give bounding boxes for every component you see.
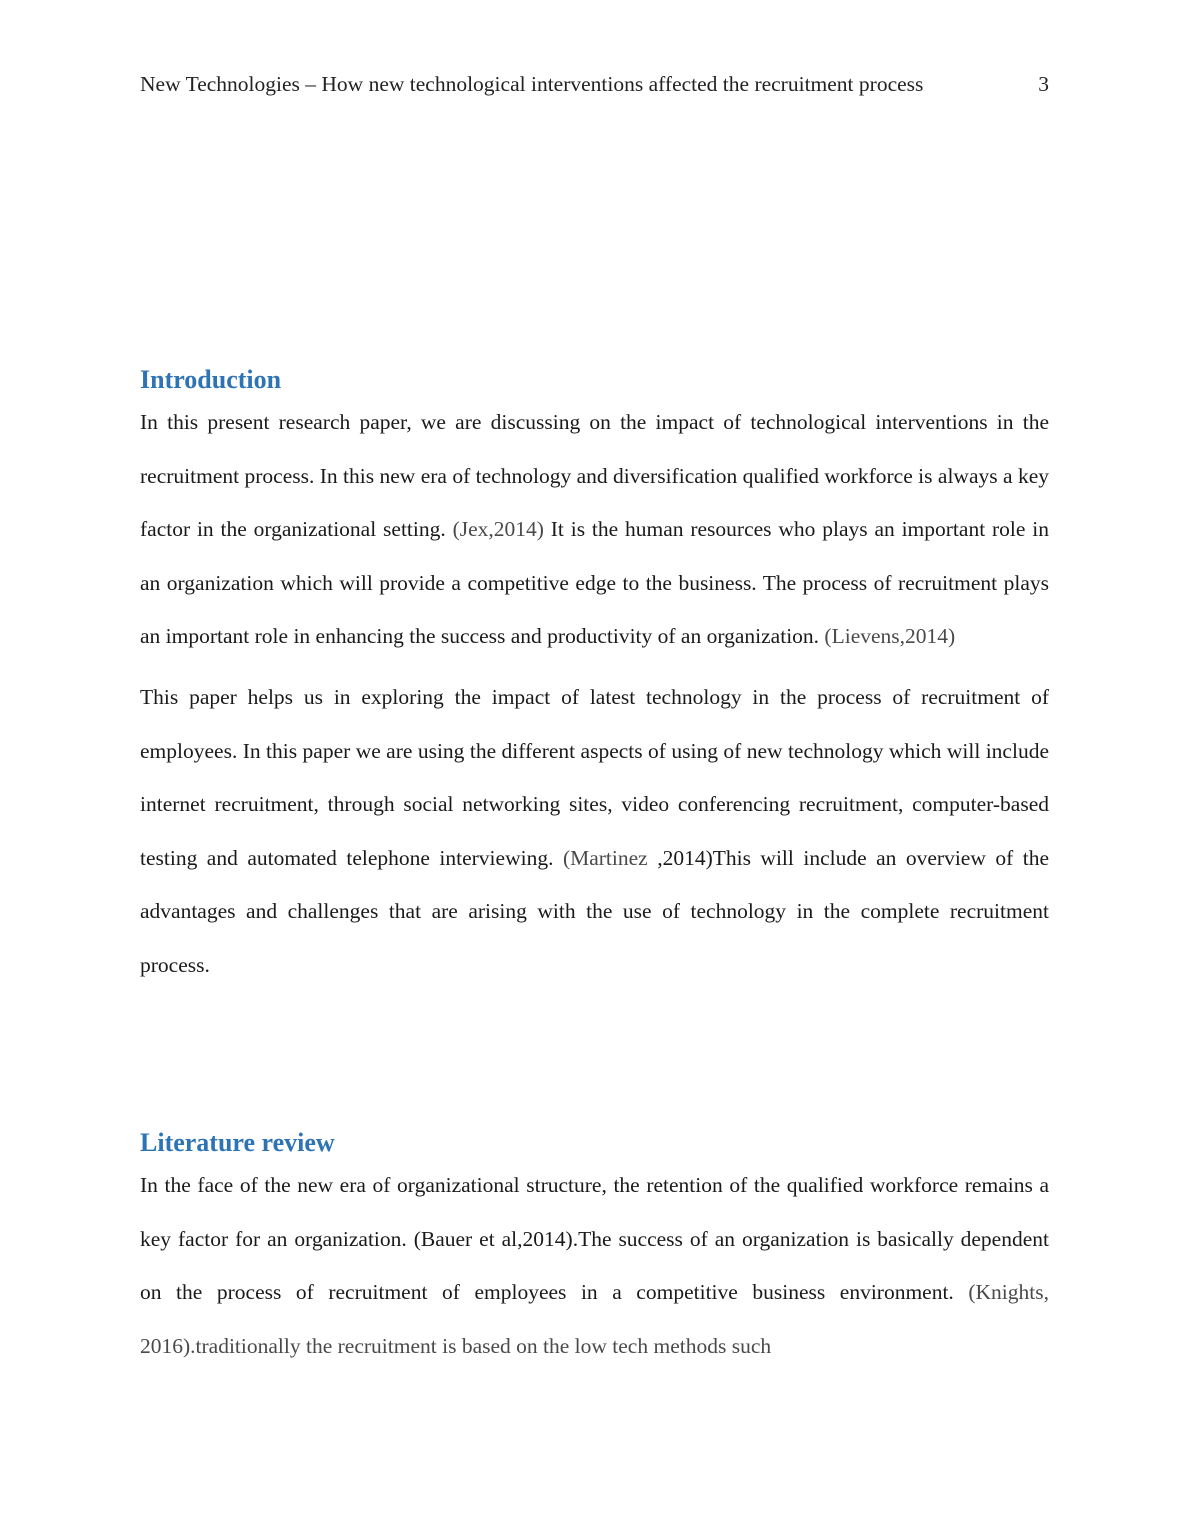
citation: (Knights, 2016).traditionally the recruitment is based on the low tech methods such xyxy=(140,1280,1049,1358)
paragraph-text: This paper helps us in exploring the impact of latest technology in the process of recruitment of employees. In this paper we are using the different aspects of using of new technology which will include internet recruitment, through social networking sites, video conferencing recruitment, computer-based testing and automated telephone interviewing. xyxy=(140,684,1049,870)
citation: (Lievens,2014) xyxy=(824,624,956,649)
literature-review-paragraph-1 xyxy=(140,1159,1049,1373)
running-title: New Technologies – How new technological interventions affected the recruitment process xyxy=(140,72,924,96)
literature-review-heading: Literature review xyxy=(140,1128,335,1157)
introduction-paragraph-2 xyxy=(140,671,1049,993)
paragraph-text: In the face of the new era of organizational structure, the retention of the qualified workforce remains a key factor for an organization. (Bauer et al,2014).The success of an organization is basically dependent on the process of recruitment of employees in a competitive business environment. xyxy=(140,1173,1049,1305)
literature-review-section xyxy=(140,1127,1049,1373)
citation: (Martinez xyxy=(562,845,658,870)
page-number: 3 xyxy=(1038,72,1049,96)
citation: (Jex,2014) xyxy=(452,517,544,542)
introduction-section xyxy=(140,364,1049,993)
introduction-paragraph-1 xyxy=(140,396,1049,664)
introduction-heading: Introduction xyxy=(140,365,282,394)
paragraph-text: ,2014)This will include an overview of the advantages and challenges that are arising with the use of technology in the complete recruitment process. xyxy=(140,845,1050,977)
paragraph-text: In this present research paper, we are discussing on the impact of technological interventions in the recruitment process. In this new era of technology and diversification qualified workforce is always a key factor in the organizational setting. xyxy=(140,410,1049,542)
running-header xyxy=(140,68,1049,100)
paragraph-text: It is the human resources who plays an important role in an organization which will provide a competitive edge to the business. The process of recruitment plays an important role in enhancing the success and productivity of an organization. xyxy=(140,517,1049,649)
